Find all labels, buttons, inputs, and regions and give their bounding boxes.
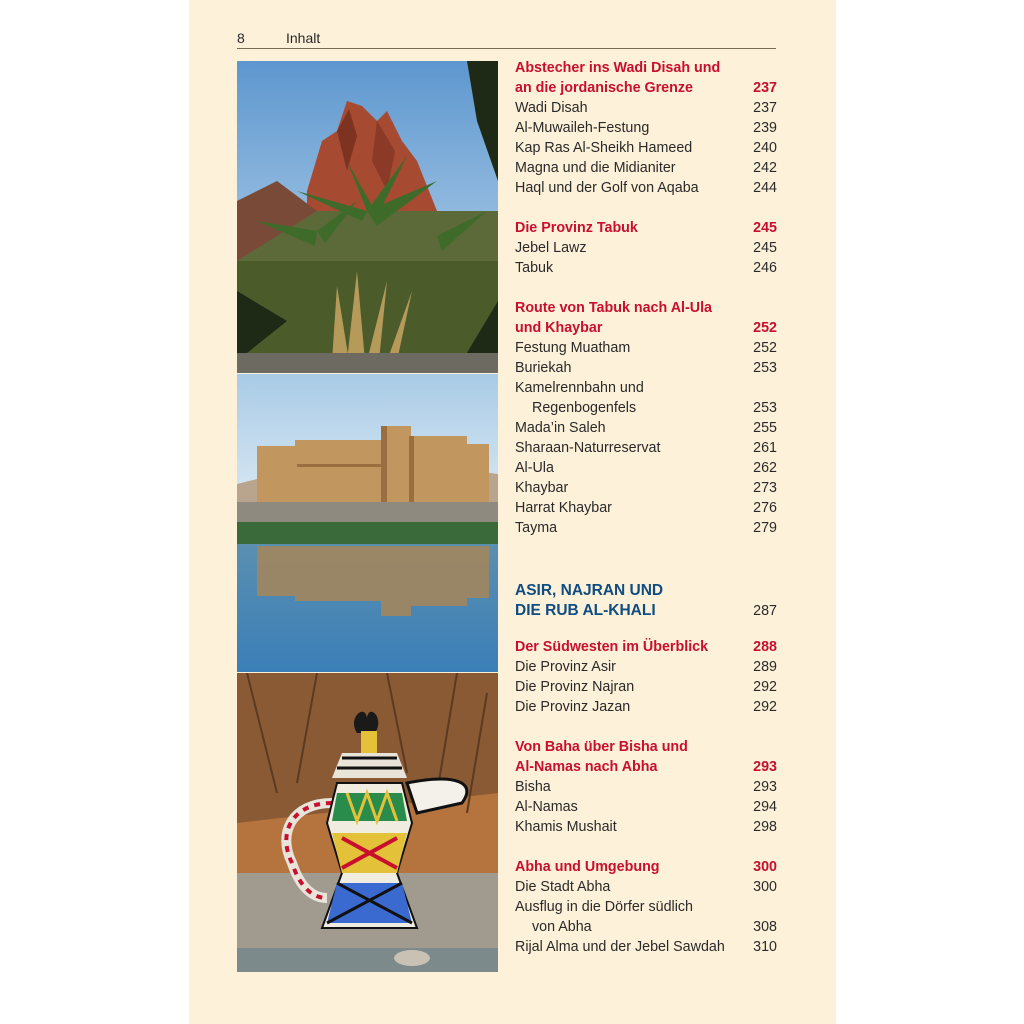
toc-page-number: 276 xyxy=(753,500,777,516)
toc-label: Die Provinz Jazan xyxy=(515,699,631,715)
toc-page-number: 308 xyxy=(753,919,777,935)
toc-section-heading[interactable] xyxy=(515,857,777,877)
toc-label: Abha und Umgebung xyxy=(515,859,660,875)
toc-page-number: 239 xyxy=(753,120,777,136)
toc-label: Al-Ula xyxy=(515,460,554,476)
toc-page-number: 246 xyxy=(753,260,777,276)
toc-label: DIE RUB AL-KHALI xyxy=(515,602,656,619)
toc-label: Von Baha über Bisha und xyxy=(515,739,688,755)
toc-label: Magna und die Midianiter xyxy=(515,160,676,176)
toc-entry[interactable] xyxy=(515,338,777,358)
toc-page-number: 292 xyxy=(753,679,777,695)
toc-chapter[interactable] xyxy=(515,601,777,621)
toc-page-number: 244 xyxy=(753,180,777,196)
toc-label: Die Provinz Tabuk xyxy=(515,220,638,236)
toc-entry[interactable] xyxy=(515,438,777,458)
toc-page-number: 237 xyxy=(753,80,777,96)
toc-label: an die jordanische Grenze xyxy=(515,80,693,96)
toc-entry[interactable] xyxy=(515,677,777,697)
toc-label: und Khaybar xyxy=(515,320,603,336)
toc-label: Sharaan-Naturreservat xyxy=(515,440,661,456)
toc-page-number: 279 xyxy=(753,520,777,536)
toc-label: Khamis Mushait xyxy=(515,819,617,835)
toc-entry[interactable] xyxy=(515,358,777,378)
photo-oasis-rock xyxy=(237,61,498,373)
toc-page-number: 293 xyxy=(753,779,777,795)
toc-section-heading[interactable] xyxy=(515,637,777,657)
toc-label: Der Südwesten im Überblick xyxy=(515,639,709,655)
toc-label: Abstecher ins Wadi Disah und xyxy=(515,60,721,76)
photo-fortress-reflection xyxy=(237,374,498,672)
toc-label: Jebel Lawz xyxy=(515,240,587,256)
toc-label: Haql und der Golf von Aqaba xyxy=(515,180,699,196)
toc-label: Festung Muatham xyxy=(515,340,631,356)
toc-page-number: 237 xyxy=(753,100,777,116)
toc-entry[interactable] xyxy=(515,697,777,717)
toc-label: Harrat Khaybar xyxy=(515,500,612,516)
toc-spacer xyxy=(515,837,777,857)
toc-section-heading[interactable] xyxy=(515,318,777,338)
toc-entry[interactable] xyxy=(515,797,777,817)
toc-label: Al-Namas xyxy=(515,799,578,815)
toc-label: Al-Namas nach Abha xyxy=(515,759,658,775)
toc-entry[interactable] xyxy=(515,478,777,498)
running-title: Inhalt xyxy=(286,30,321,46)
page-header xyxy=(237,30,776,49)
toc-spacer xyxy=(515,278,777,298)
toc-page-number: 261 xyxy=(753,440,777,456)
toc-label: Tabuk xyxy=(515,260,554,276)
toc-label: Kap Ras Al-Sheikh Hameed xyxy=(515,140,693,156)
toc-entry[interactable] xyxy=(515,398,777,418)
toc-page-number: 300 xyxy=(753,879,777,895)
toc-entry[interactable] xyxy=(515,158,777,178)
photo-painted-coffee-pot xyxy=(237,673,498,972)
toc-page-number: 300 xyxy=(753,859,777,875)
toc-entry[interactable] xyxy=(515,937,777,957)
toc-page-number: 240 xyxy=(753,140,777,156)
page-number: 8 xyxy=(237,30,245,46)
toc-entry[interactable] xyxy=(515,238,777,258)
toc-page-number: 293 xyxy=(753,759,777,775)
toc-label: Mada’in Saleh xyxy=(515,420,606,436)
toc-page-number: 298 xyxy=(753,819,777,835)
toc-entry[interactable] xyxy=(515,518,777,538)
toc-entry[interactable] xyxy=(515,98,777,118)
toc-entry[interactable] xyxy=(515,138,777,158)
toc-section-heading[interactable] xyxy=(515,298,777,318)
toc-page-number: 262 xyxy=(753,460,777,476)
toc-entry[interactable] xyxy=(515,657,777,677)
toc-page-number: 310 xyxy=(753,939,777,955)
toc-entry[interactable] xyxy=(515,378,777,398)
toc-chapter[interactable] xyxy=(515,581,777,601)
toc-entry[interactable] xyxy=(515,258,777,278)
toc-label: Ausflug in die Dörfer südlich xyxy=(515,899,694,915)
toc-entry[interactable] xyxy=(515,498,777,518)
toc-spacer xyxy=(515,538,777,581)
toc-page-number: 252 xyxy=(753,320,777,336)
toc-section-heading[interactable] xyxy=(515,58,777,78)
toc-entry[interactable] xyxy=(515,897,777,917)
toc-page-number: 252 xyxy=(753,340,777,356)
toc-entry[interactable] xyxy=(515,418,777,438)
toc-page-number: 253 xyxy=(753,400,777,416)
toc-label: Wadi Disah xyxy=(515,100,588,116)
toc-label: Rijal Alma und der Jebel Sawdah xyxy=(515,939,725,955)
toc-label: Al-Muwaileh-Festung xyxy=(515,120,650,136)
toc-label: Die Stadt Abha xyxy=(515,879,611,895)
toc-entry[interactable] xyxy=(515,178,777,198)
toc-page-number: 245 xyxy=(753,240,777,256)
toc-entry[interactable] xyxy=(515,118,777,138)
toc-page-number: 253 xyxy=(753,360,777,376)
toc-page-number: 288 xyxy=(753,639,777,655)
toc-label: Die Provinz Najran xyxy=(515,679,635,695)
toc-page-number: 287 xyxy=(753,603,777,619)
toc-spacer xyxy=(515,717,777,737)
toc-spacer xyxy=(515,621,777,637)
toc-page-number: 294 xyxy=(753,799,777,815)
toc-page-number: 273 xyxy=(753,480,777,496)
toc-page-number: 242 xyxy=(753,160,777,176)
toc-entry[interactable] xyxy=(515,917,777,937)
toc-page-number: 245 xyxy=(753,220,777,236)
toc-section-heading[interactable] xyxy=(515,757,777,777)
toc-label: ASIR, NAJRAN UND xyxy=(515,582,664,599)
table-of-contents xyxy=(515,58,777,957)
toc-label: Bisha xyxy=(515,779,551,795)
toc-label: Route von Tabuk nach Al-Ula xyxy=(515,300,712,316)
toc-label: Kamelrennbahn und xyxy=(515,380,644,396)
toc-entry[interactable] xyxy=(515,458,777,478)
toc-page-number: 255 xyxy=(753,420,777,436)
toc-page-number: 289 xyxy=(753,659,777,675)
toc-section-heading[interactable] xyxy=(515,218,777,238)
toc-label: Tayma xyxy=(515,520,558,536)
toc-entry[interactable] xyxy=(515,877,777,897)
toc-section-heading[interactable] xyxy=(515,737,777,757)
toc-page-number: 292 xyxy=(753,699,777,715)
toc-spacer xyxy=(515,198,777,218)
toc-entry[interactable] xyxy=(515,817,777,837)
toc-label: Die Provinz Asir xyxy=(515,659,616,675)
toc-label: von Abha xyxy=(532,919,592,935)
toc-entry[interactable] xyxy=(515,777,777,797)
toc-section-heading[interactable] xyxy=(515,78,777,98)
toc-label: Khaybar xyxy=(515,480,569,496)
toc-label: Regenbogenfels xyxy=(532,400,637,416)
toc-label: Buriekah xyxy=(515,360,572,376)
